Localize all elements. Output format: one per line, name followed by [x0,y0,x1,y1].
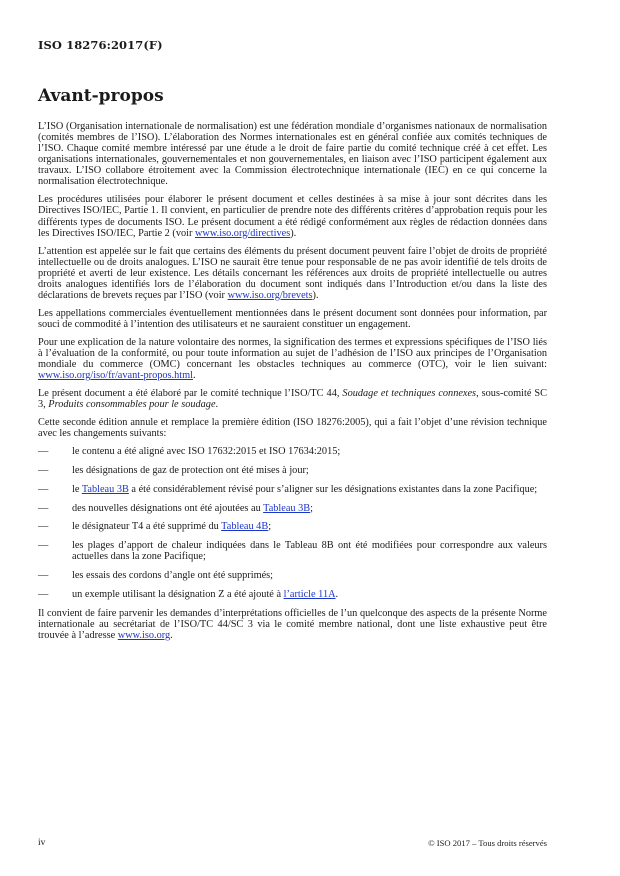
list-item-suffix: ; [310,502,314,514]
paragraph-interpretations-end: . [170,630,173,642]
committee-text-e: . [215,399,219,411]
list-item-prefix: le désignateur T4 a été supprimé du [72,521,222,533]
list-item-text [72,503,547,514]
list-item [38,484,547,495]
dash-marker: — [38,464,49,476]
list-item [38,589,547,600]
list-item-suffix: ; [268,521,272,533]
paragraph-patent-rights [38,246,547,301]
dash-marker: — [38,483,49,495]
list-item [38,570,547,581]
paragraph-trade-names: Les appellations commerciales éventuellement mentionnées dans le présent document sont données pour information, par souci de commodité à l’intention des utilisateurs et ne sauraient constituer un engagement. [38,307,547,330]
patents-link[interactable]: www.iso.org/brevets [227,289,313,301]
list-item-text: les essais des cordons d’angle ont été supprimés; [72,570,274,582]
list-item-text [72,484,547,495]
changes-list [38,446,547,600]
paragraph-procedures-text: Les procédures utilisées pour élaborer le présent document et celles destinées à sa mise à jour sont décrites dans les Directives ISO/IEC, Partie 1. Il convient, en particulier de prendre note des différents critères d’approbation requis pour les différents types de documents ISO. Le présent document a été rédigé conformément aux règles de rédaction données dans les Directives ISO/IEC, Partie 2 (voir [38,194,547,239]
committee-name: Soudage et techniques connexes [342,387,477,399]
list-item-prefix: le [72,483,82,495]
list-item [38,503,547,514]
list-item-text [72,589,547,600]
list-item [38,446,547,457]
list-item [38,465,547,476]
tableau-3b-link-2[interactable]: Tableau 3B [263,502,311,514]
copyright-notice: © ISO 2017 – Tous droits réservés [428,838,547,848]
paragraph-procedures [38,194,547,238]
subcommittee-name: Produits consommables pour le soudage [48,399,216,411]
paragraph-iso-organisation: L’ISO (Organisation internationale de normalisation) est une fédération mondiale d’organismes nationaux de normalisation (comités membres de l’ISO). L’élaboration des Normes internationales est en général confiée aux comités techniques de l’ISO. Chaque comité membre intéressé par une étude a le droit de faire partie du comité technique créé à cet effet. Les organisations internationales, gouvernementales et non gouvernementales, en liaison avec l’ISO participent également aux travaux. L’ISO collabore étroitement avec la Commission électrotechnique internationale (IEC) en ce qui concerne la normalisation électrotechnique. [38,121,547,188]
paragraph-committee [38,388,547,410]
dash-marker: — [38,502,49,514]
list-item-suffix: . [335,589,339,601]
tableau-4b-link[interactable]: Tableau 4B [221,521,269,533]
iso-website-link[interactable]: www.iso.org [117,630,171,642]
list-item-text: le contenu a été aligné avec ISO 17632:2015 et ISO 17634:2015; [72,445,341,457]
foreword-body [38,121,547,648]
paragraph-voluntary-nature [38,337,547,381]
dash-marker: — [38,540,49,552]
page-number: iv [38,838,46,848]
dash-marker: — [38,521,49,533]
paragraph-procedures-end: ). [290,227,297,239]
page-title: Avant-propos [38,86,164,106]
dash-marker: — [38,445,49,457]
paragraph-patent-rights-end: ). [312,289,319,301]
list-item-suffix: a été considérablement révisé pour s’aligner sur les désignations existantes dans la zone Pacifique; [128,483,538,495]
dash-marker: — [38,570,49,582]
directives-link[interactable]: www.iso.org/directives [195,227,291,239]
committee-text-c: , sous-comité SC 3, [38,387,547,411]
paragraph-edition: Cette seconde édition annule et remplace la première édition (ISO 18276:2005), qui a fait l’objet d’une révision technique avec les changements suivants: [38,416,547,440]
list-item [38,540,547,562]
tableau-3b-link[interactable]: Tableau 3B [81,483,129,495]
paragraph-interpretations [38,608,547,641]
paragraph-interpretations-text: Il convient de faire parvenir les demandes d’interprétations officielles de l’un quelconque des aspects de la présente Norme internationale au secrétariat de l’ISO/TC 44/SC 3 via le comité membre national, dont une liste exhaustive peut être trouvée à l’adresse [38,608,547,642]
paragraph-voluntary-nature-text: Pour une explication de la nature volontaire des normes, la signification des termes et expressions spécifiques de l’ISO liés à l’évaluation de la conformité, ou pour toute information au sujet de l’adhésion de l’ISO aux principes de l’Organisation mondiale du commerce (OMC) concernant les obstacles techniques au commerce (OTC), voir le lien suivant: [38,336,547,370]
foreword-info-link[interactable]: www.iso.org/iso/fr/avant-propos.html [38,370,194,382]
list-item-text: les plages d’apport de chaleur indiquées dans le Tableau 8B ont été modifiées pour correspondre aux valeurs actuelles dans la zone Pacifique; [72,540,547,563]
list-item [38,521,547,532]
dash-marker: — [38,589,49,601]
committee-text-a: Le présent document a été élaboré par le comité technique l’ISO/TC 44, [38,387,343,399]
paragraph-patent-rights-text: L’attention est appelée sur le fait que certains des éléments du présent document peuvent faire l’objet de droits de propriété intellectuelle ou de droits analogues. L’ISO ne saurait être tenue pour responsable de ne pas avoir identifié de tels droits de propriété et averti de leur existence. Les détails concernant les références aux droits de propriété intellectuelle ou autres droits analogues identifiés lors de l’élaboration du document sont indiqués dans l’Introduction et/ou dans la liste des déclarations de brevets reçues par l’ISO (voir [38,245,547,301]
list-item-prefix: un exemple utilisant la désignation Z a été ajouté à [72,589,284,601]
paragraph-voluntary-nature-end: . [193,370,196,382]
list-item-text: les désignations de gaz de protection ont été mises à jour; [72,464,309,476]
document-code: ISO 18276:2017(F) [38,38,163,52]
article-11a-link[interactable]: l’article 11A [283,589,336,601]
list-item-prefix: des nouvelles désignations ont été ajoutées au [72,502,264,514]
list-item-text [72,521,547,532]
